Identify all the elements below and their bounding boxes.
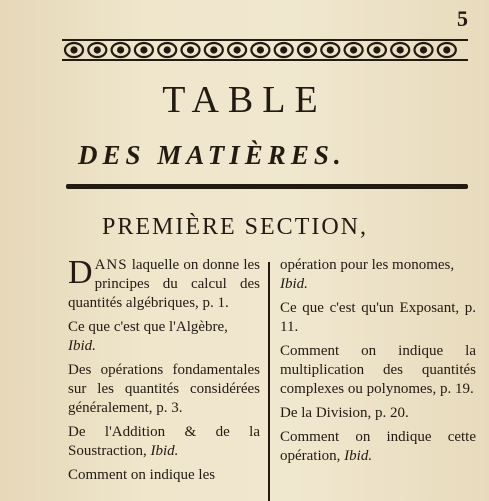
ornament-dot bbox=[211, 48, 216, 53]
ornament-dot bbox=[72, 48, 77, 53]
ornament-dot bbox=[374, 48, 379, 53]
ornament-dot bbox=[281, 48, 286, 53]
ornament-dot bbox=[305, 48, 310, 53]
entry-text: Comment on indique les bbox=[68, 467, 216, 483]
ornament-dot bbox=[351, 48, 356, 53]
ornament-dot bbox=[165, 48, 170, 53]
entry-text: laquelle on donne bbox=[127, 257, 240, 273]
column-divider bbox=[268, 262, 270, 501]
entry-text: Comment on indique la multiplication des quantités complexes ou polynomes, p. 19. bbox=[280, 343, 476, 397]
right-column bbox=[280, 256, 476, 471]
entry-ibid: Ibid. bbox=[150, 443, 179, 459]
toc-entry bbox=[68, 318, 260, 356]
entry-ibid: Ibid. bbox=[344, 448, 373, 464]
entry-text: Ce que c'est que l'Algèbre, bbox=[68, 319, 228, 335]
page-subtitle: DES MATIÈRES. bbox=[78, 140, 346, 170]
ornament-dot bbox=[398, 48, 403, 53]
toc-entry bbox=[68, 423, 260, 461]
toc-entry bbox=[280, 299, 476, 337]
entry-text: Des opérations fondamentales sur les quantités considérées généralement, p. 3. bbox=[68, 362, 260, 416]
toc-entry bbox=[68, 256, 260, 313]
horizontal-rule bbox=[66, 184, 468, 189]
entry-ibid: Ibid. bbox=[280, 276, 308, 292]
ornament-dot bbox=[328, 48, 333, 53]
ornament-dot bbox=[421, 48, 426, 53]
ornament-dot bbox=[235, 48, 240, 53]
ornament-dot bbox=[444, 48, 449, 53]
ornament-dot bbox=[118, 48, 123, 53]
toc-entry bbox=[68, 466, 260, 485]
entry-continuation: les principes du calcul des quantités algébriques, p. 1. bbox=[68, 257, 260, 311]
decorative-ornament-band bbox=[62, 38, 468, 62]
entry-text: De la Division, p. 20. bbox=[280, 405, 409, 421]
ornament-dot bbox=[258, 48, 263, 53]
left-column bbox=[68, 256, 260, 490]
entry-caps: ANS bbox=[94, 257, 128, 273]
toc-entry bbox=[280, 428, 476, 466]
toc-entry bbox=[280, 256, 476, 294]
ornament-dot bbox=[141, 48, 146, 53]
toc-entry bbox=[68, 361, 260, 418]
entry-text: opération pour les monomes, bbox=[280, 257, 455, 273]
ornament-dot bbox=[188, 48, 193, 53]
page-title: TABLE bbox=[162, 79, 327, 121]
drop-cap: D bbox=[68, 254, 93, 291]
toc-entry bbox=[280, 342, 476, 399]
page-number: 5 bbox=[457, 6, 468, 31]
toc-entry bbox=[280, 404, 476, 423]
entry-text: Comment on indique cette opération, bbox=[280, 429, 476, 464]
entry-ibid: Ibid. bbox=[68, 338, 96, 354]
ornament-dot bbox=[95, 48, 100, 53]
section-heading: PREMIÈRE SECTION, bbox=[102, 214, 369, 240]
entry-text: De l'Addition & de la Soustraction, bbox=[68, 424, 260, 459]
entry-text: Ce que c'est qu'un Exposant, p. 11. bbox=[280, 300, 476, 335]
